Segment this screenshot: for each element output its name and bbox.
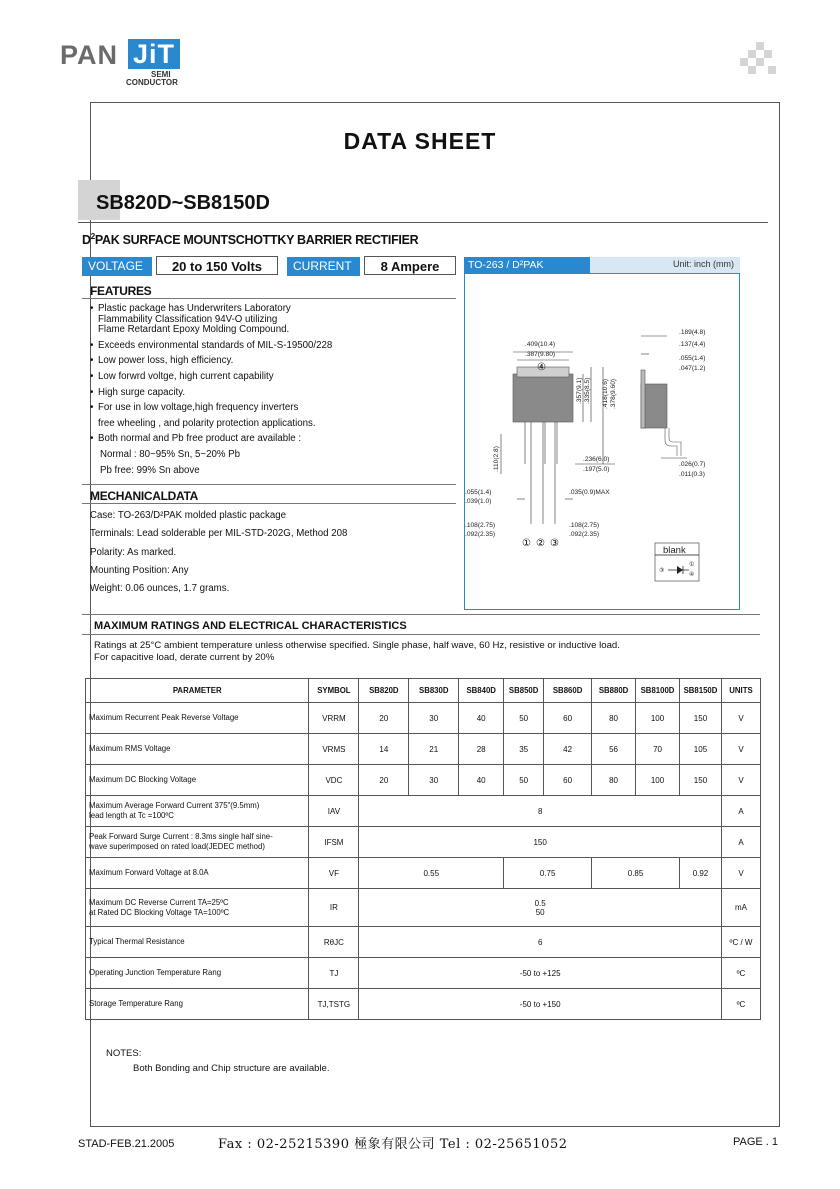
package-header bbox=[464, 257, 740, 273]
divider bbox=[78, 222, 768, 223]
features-title: FEATURES bbox=[90, 284, 152, 298]
dim-d15: .108(2.75) bbox=[569, 522, 600, 529]
package-outline-drawing bbox=[465, 274, 741, 611]
pin-4-label: ④ bbox=[537, 362, 546, 373]
feature-item: • Plastic package has Underwriters Laboratory Flammability Classification 94V-O utilizing Flame Retardant Epoxy Molding Compound. bbox=[90, 304, 460, 336]
logo-jit-text: JiT bbox=[128, 39, 180, 69]
mechanical-data bbox=[90, 510, 347, 601]
logo-pan-text: PAN bbox=[60, 40, 119, 70]
features-list bbox=[90, 304, 460, 476]
table-row: Operating Junction Temperature Rang TJ -50 to +125 ºC bbox=[86, 958, 761, 989]
ratings-rule bbox=[82, 634, 760, 635]
mech-line-weight: Weight: 0.06 ounces, 1.7 grams. bbox=[90, 583, 230, 595]
notes-text: Both Bonding and Chip structure are available. bbox=[133, 1063, 330, 1074]
feature-item: free wheeling , and polarity protection applications. bbox=[98, 417, 316, 429]
dim-d11: .039(1.0) bbox=[465, 498, 492, 505]
dim-d3: .357(9.1) bbox=[576, 377, 583, 404]
table-row: Maximum Forward Voltage at 8.0A VF 0.55 0.75 0.85 0.92 V bbox=[86, 858, 761, 889]
diode-symbol bbox=[677, 566, 683, 574]
dim-d1: .409(10.4) bbox=[525, 341, 556, 348]
dim-d12: .035(0.9)MAX bbox=[569, 489, 610, 496]
feature-item: • Low power loss, high efficiency. bbox=[90, 356, 460, 367]
footer-page-number: PAGE . 1 bbox=[733, 1136, 779, 1148]
dim-d5: .418(10.6) bbox=[602, 378, 609, 409]
schematic-pin-4: ④ bbox=[689, 572, 695, 578]
dim-d16: .092(2.35) bbox=[569, 531, 600, 538]
dim-d6: .378(9.60) bbox=[610, 378, 617, 409]
schematic-pin-1: ① bbox=[689, 562, 695, 568]
mech-line-mounting: Mounting Position: Any bbox=[90, 564, 189, 576]
dim-d19: .055(1.4) bbox=[679, 355, 706, 362]
current-value: 8 Ampere bbox=[364, 256, 456, 275]
feature-item: • For use in low voltage,high frequency inverters bbox=[90, 403, 460, 414]
dim-d22: .011(0.3) bbox=[679, 471, 705, 478]
dim-d10: .055(1.4) bbox=[465, 489, 492, 496]
mech-line-case: Case: TO-263/D²PAK molded plastic package bbox=[90, 510, 287, 521]
pin-2-label: ② bbox=[536, 538, 545, 549]
mech-line-terminals: Terminals: Lead solderable per MIL-STD-202G, Method 208 bbox=[90, 528, 348, 540]
schematic-blank-label: blank bbox=[663, 545, 686, 556]
table-row: Maximum Average Forward Current 375"(9.5mm) lead length at Tc =100ºC IAV 8 A bbox=[86, 796, 761, 827]
package-drawing-box bbox=[464, 273, 740, 610]
voltage-value: 20 to 150 Volts bbox=[156, 256, 278, 275]
dim-d20: .047(1.2) bbox=[679, 365, 706, 372]
ratings-table bbox=[85, 678, 761, 1020]
logo-semi-text: SEMI bbox=[151, 70, 171, 79]
ratings-note: Ratings at 25°C ambient temperature unless otherwise specified. Single phase, half wave, 60 Hz, resistive or inductive load. For capacitive load, derate current by 20% bbox=[94, 640, 620, 663]
dim-d7: .236(6.0) bbox=[583, 456, 610, 463]
package-unit: Unit: inch (mm) bbox=[672, 259, 734, 269]
logo-conductor-text: CONDUCTOR bbox=[126, 78, 178, 87]
dim-d2: .387(9.80) bbox=[525, 351, 556, 358]
ratings-title: MAXIMUM RATINGS AND ELECTRICAL CHARACTERISTICS bbox=[94, 620, 407, 632]
feature-item: • Low forwrd voltge, high current capability bbox=[90, 372, 460, 383]
features-rule bbox=[82, 298, 456, 299]
feature-item: • Exceeds environmental standards of MIL-S-19500/228 bbox=[90, 341, 460, 352]
table-header-row: PARAMETER SYMBOL SB820D SB830D SB840D SB850D SB860D SB880D SB8100D SB8150D UNITS bbox=[86, 679, 761, 703]
feature-item: • Both normal and Pb free product are available : bbox=[90, 434, 460, 445]
mechanical-title: MECHANICALDATA bbox=[90, 489, 199, 503]
voltage-label: VOLTAGE bbox=[82, 257, 152, 276]
table-row: Maximum RMS Voltage VRMS 14 21 28 35 42 56 70 105 V bbox=[86, 734, 761, 765]
mech-line-polarity: Polarity: As marked. bbox=[90, 546, 177, 558]
table-row: Maximum DC Blocking Voltage VDC 20 30 40 50 60 80 100 150 V bbox=[86, 765, 761, 796]
table-row: Maximum Recurrent Peak Reverse Voltage VRRM 20 30 40 50 60 80 100 150 V bbox=[86, 703, 761, 734]
dim-d4: .335(8.5) bbox=[584, 377, 591, 404]
pin-3-label: ③ bbox=[550, 538, 559, 549]
dim-d21: .026(0.7) bbox=[679, 461, 706, 468]
mechanical-rule bbox=[82, 503, 456, 504]
dim-d18: .137(4.4) bbox=[679, 341, 706, 348]
feature-item: Normal : 80~95% Sn, 5~20% Pb bbox=[100, 448, 241, 460]
pin-1-label: ① bbox=[522, 538, 531, 549]
ratings-rule-top bbox=[82, 614, 760, 615]
part-number: SB820D~SB8150D bbox=[96, 192, 270, 214]
footer-contact: Fax : 02-25215390 極象有限公司 Tel : 02-25651052 bbox=[218, 1137, 568, 1152]
schematic-pin-3: ③ bbox=[659, 568, 665, 574]
dim-d17: .189(4.8) bbox=[679, 329, 706, 336]
page-title: DATA SHEET bbox=[343, 128, 497, 154]
notes-label: NOTES: bbox=[106, 1048, 142, 1059]
dim-d9: .110(2.8) bbox=[493, 446, 500, 472]
dim-d8: .197(5.0) bbox=[583, 466, 610, 473]
table-row: Peak Forward Surge Current : 8.3ms single half sine- wave superimposed on rated load(JEDEC method) IFSM 150 A bbox=[86, 827, 761, 858]
dim-d14: .092(2.35) bbox=[465, 531, 496, 538]
dim-d13: .108(2.75) bbox=[465, 522, 496, 529]
table-row: Storage Temperature Rang TJ,TSTG -50 to +150 ºC bbox=[86, 989, 761, 1020]
decorative-squares bbox=[740, 40, 780, 80]
panjit-logo bbox=[60, 40, 185, 90]
mechanical-rule-top bbox=[82, 484, 456, 485]
feature-item: • High surge capacity. bbox=[90, 388, 460, 399]
footer-date: STAD-FEB.21.2005 bbox=[78, 1138, 175, 1150]
table-row: Typical Thermal Resistance RθJC 6 ºC / W bbox=[86, 927, 761, 958]
current-label: CURRENT bbox=[287, 257, 360, 276]
product-subtitle: $D^2PAK$ SURFACE MOUNTSCHOTTKY BARRIER RECTIFIER bbox=[82, 232, 419, 248]
package-type-tag: TO-263 / D²PAK bbox=[464, 257, 590, 273]
feature-item: Pb free: 99% Sn above bbox=[100, 464, 200, 476]
table-row: Maximum DC Reverse Current TA=25ºC at Rated DC Blocking Voltage TA=100ºC IR 0.5 50 mA bbox=[86, 889, 761, 927]
